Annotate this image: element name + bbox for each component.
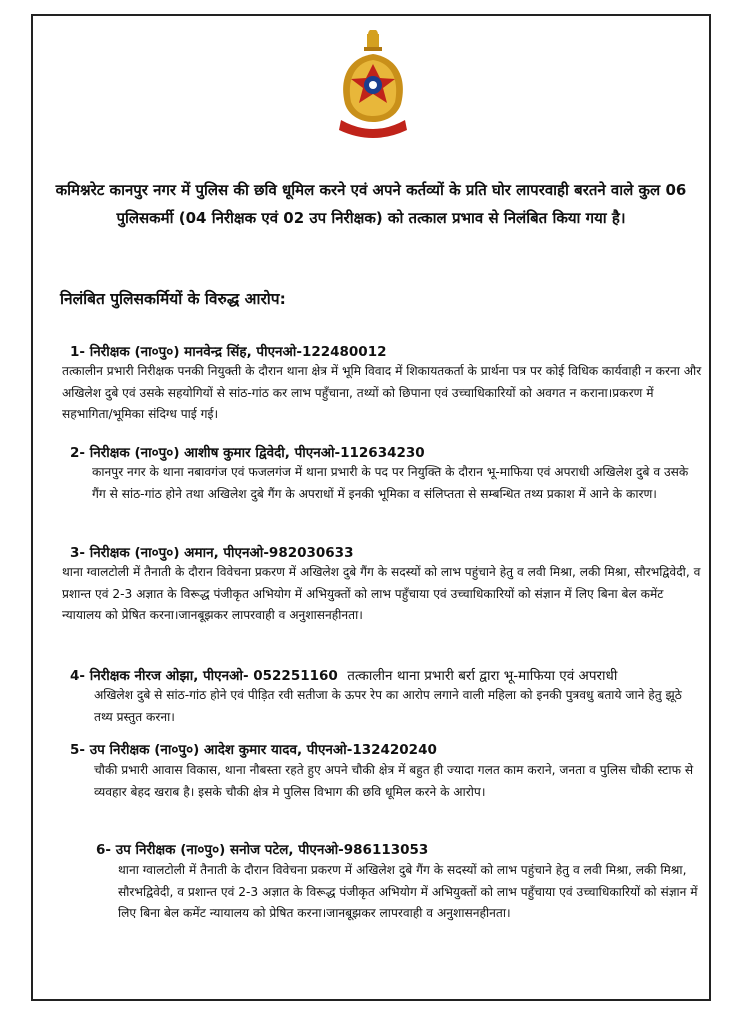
item-4-description: अखिलेश दुबे से सांठ-गांठ होने एवं पीड़ित रवी सतीजा के ऊपर रेप का आरोप लगाने वाली महिला को इनकी पुत्रवधु बताये जाने हेतु झूठे तथ्य प्रस्तुत करना।: [94, 688, 682, 724]
item-1-title: 1- निरीक्षक (ना०पु०) मानवेन्द्र सिंह, पीएनओ-122480012: [70, 344, 387, 360]
item-4-title-text: 4- निरीक्षक नीरज ओझा, पीएनओ- 052251160: [70, 668, 338, 684]
item-5-description: चौकी प्रभारी आवास विकास, थाना नौबस्ता रहते हुए अपने चौकी क्षेत्र में बहुत ही ज्यादा गलत काम कराने, जनता व पुलिस चौकी स्टाफ से व्यवहार बेहद खराब है। इसके चौकी क्षेत्र मे पुलिस विभाग की छवि धूमिल करने के आरोप।: [94, 763, 694, 799]
item-4-title: [70, 666, 617, 684]
item-2-title: 2- निरीक्षक (ना०पु०) आशीष कुमार द्विवेदी, पीएनओ-112634230: [70, 445, 425, 461]
item-4-inline-description: तत्कालीन थाना प्रभारी बर्रा द्वारा भू-माफिया एवं अपराधी: [347, 668, 618, 684]
item-6-description: थाना ग्वालटोली में तैनाती के दौरान विवेचना प्रकरण में अखिलेश दुबे गैंग के सदस्यों को लाभ पहुंचाने हेतु व लवी मिश्रा, लकी मिश्रा, सौरभद्विवेदी, व प्रशान्त एवं 2-3 अज्ञात के विरूद्ध पंजीकृत अभियोग में अभियुक्तों को लाभ पहुँचाया एवं उच्चाधिकारियों को संज्ञान में लिए बिना बेल कमेंट न्यायालय को प्रेषित करना।जानबूझकर लापरवाही व अनुशासनहीनता।: [118, 863, 698, 920]
headline: कमिश्नरेट कानपुर नगर में पुलिस की छवि धूमिल करने एवं अपने कर्तव्यों के प्रति घोर लापरवाही बरतने वाले कुल 06 पुलिसकर्मी (04 निरीक्षक एवं 02 उप निरीक्षक) को तत्काल प्रभाव से निलंबित किया गया है।: [55, 181, 687, 227]
item-6-title: 6- उप निरीक्षक (ना०पु०) सनोज पटेल, पीएनओ-986113053: [96, 842, 429, 858]
up-police-emblem-icon: [327, 30, 419, 140]
item-1-description: तत्कालीन प्रभारी निरीक्षक पनकी नियुक्ती के दौरान थाना क्षेत्र में भूमि विवाद में शिकायतकर्ता के प्रार्थना पत्र पर कोई विधिक कार्यवाही न करना और अखिलेश दुबे एवं उसके सहयोगियों से सांठ-गांठ कर लाभ पहुँचाना, तथ्यों को छिपाना एवं उच्चाधिकारियों को अवगत न कराना।प्रकरण में सहभागिता/भूमिका संदिग्ध पाई गई।: [62, 364, 702, 421]
allegations-title: निलंबित पुलिसकर्मियों के विरुद्ध आरोप:: [60, 290, 286, 308]
item-5-title: 5- उप निरीक्षक (ना०पु०) आदेश कुमार यादव, पीएनओ-132420240: [70, 742, 437, 758]
item-3-title: 3- निरीक्षक (ना०पु०) अमान, पीएनओ-982030633: [70, 545, 354, 561]
item-2-description: कानपुर नगर के थाना नबावगंज एवं फजलगंज में थाना प्रभारी के पद पर नियुक्ति के दौरान भू-माफिया एवं अपराधी अखिलेश दुबे व उसके गैंग से सांठ-गांठ होने तथा अखिलेश दुबे गैंग के अपराधों में इनकी भूमिका व संलिप्तता से सम्बन्धित तथ्य प्रकाश में आने के कारण।: [92, 465, 689, 501]
item-3-description: थाना ग्वालटोली में तैनाती के दौरान विवेचना प्रकरण में अखिलेश दुबे गैंग के सदस्यों को लाभ पहुंचाने हेतु व लवी मिश्रा, लकी मिश्रा, सौरभद्विवेदी, व प्रशान्त एवं 2-3 अज्ञात के विरूद्ध पंजीकृत अभियोग में अभियुक्तों को लाभ पहुँचाया एवं उच्चाधिकारियों को संज्ञान में लिए बिना बेल कमेंट न्यायालय को प्रेषित करना।जानबूझकर लापरवाही व अनुशासनहीनता।: [62, 565, 701, 622]
